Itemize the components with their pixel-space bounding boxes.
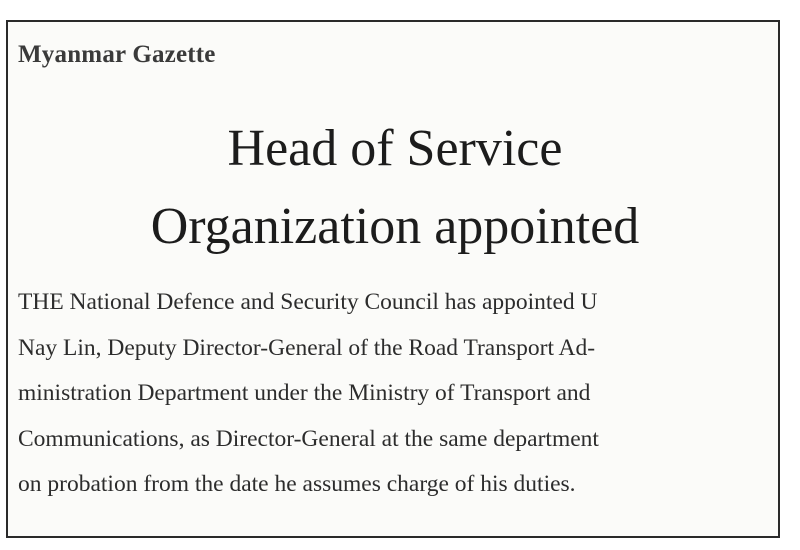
article-headline [8, 110, 782, 266]
newspaper-clipping [6, 20, 780, 538]
article-body [18, 280, 766, 508]
body-line-3: ministration Department under the Ministry of Transport and [18, 380, 591, 406]
body-line-5: on probation from the date he assumes charge of his duties. [18, 471, 576, 497]
publication-name: Myanmar Gazette [18, 41, 216, 68]
headline-line-2: Organization appointed [150, 198, 640, 255]
body-line-4: Communications, as Director-General at the same department [18, 425, 599, 452]
headline-line-1: Head of Service [227, 120, 563, 177]
body-line-1: THE National Defence and Security Council has appointed U [18, 289, 598, 315]
body-line-2: Nay Lin, Deputy Director-General of the Road Transport Ad- [18, 334, 596, 361]
